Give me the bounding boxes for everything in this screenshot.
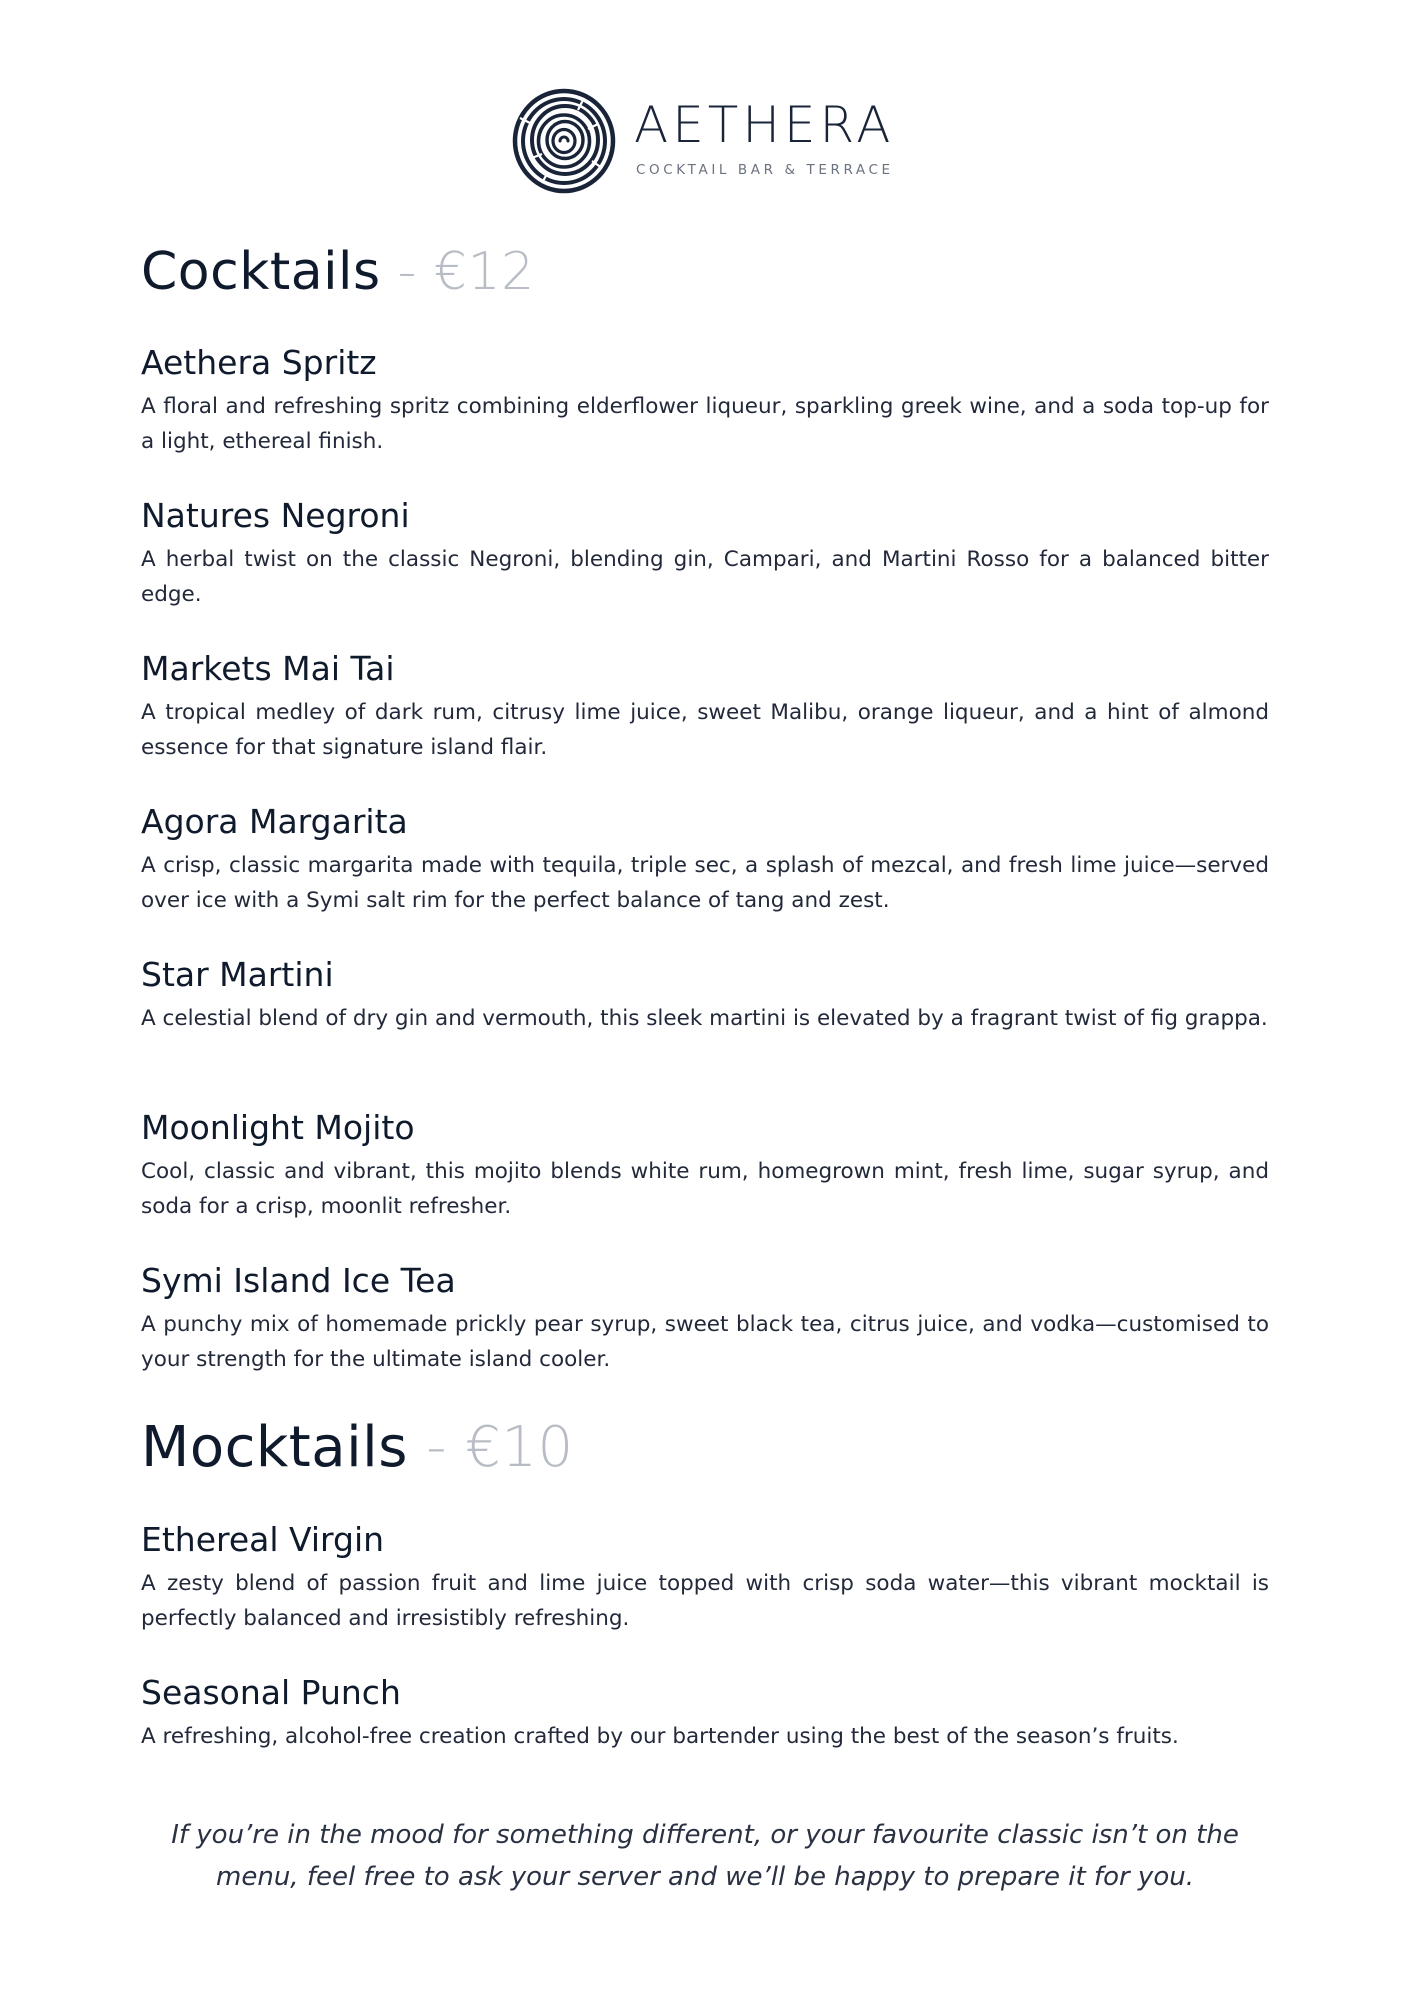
menu-item-name: Symi Island Ice Tea xyxy=(141,1261,456,1300)
section-separator: - xyxy=(397,242,417,302)
menu-item xyxy=(141,1675,1269,1754)
menu-item xyxy=(141,1522,1269,1636)
brand-header xyxy=(0,86,1409,196)
section-price: €12 xyxy=(433,242,535,302)
menu-item xyxy=(141,1263,1269,1377)
menu-item-description: A crisp, classic margarita made with tequila, triple sec, a splash of mezcal, and fresh lime juice—served over ice with a Symi salt rim for the perfect balance of tang and zest. xyxy=(141,853,1269,914)
menu-item-name: Natures Negroni xyxy=(141,496,410,535)
menu-item xyxy=(141,957,1269,1036)
menu-item-description: A floral and refreshing spritz combining elderflower liqueur, sparkling greek wine, and a soda top-up for a light, ethereal finish. xyxy=(141,394,1269,455)
section-price: €10 xyxy=(465,1415,574,1480)
menu-item-description: A refreshing, alcohol-free creation crafted by our bartender using the best of the season’s fruits. xyxy=(141,1724,1179,1750)
menu-item xyxy=(141,345,1269,459)
menu-item-description: A zesty blend of passion fruit and lime juice topped with crisp soda water—this vibrant mocktail is perfectly balanced and irresistibly refreshing. xyxy=(141,1571,1269,1632)
menu-item-name: Star Martini xyxy=(141,955,334,994)
menu-item-description: A herbal twist on the classic Negroni, blending gin, Campari, and Martini Rosso for a balanced bitter edge. xyxy=(141,547,1269,608)
section-title-mocktails xyxy=(141,1415,574,1480)
section-title-text: Cocktails xyxy=(141,242,381,302)
section-title-text: Mocktails xyxy=(141,1415,408,1480)
menu-item-name: Aethera Spritz xyxy=(141,343,377,382)
section-separator: - xyxy=(426,1415,447,1480)
menu-item xyxy=(141,1110,1269,1224)
menu-item-name: Ethereal Virgin xyxy=(141,1520,385,1559)
menu-item-name: Agora Margarita xyxy=(141,802,408,841)
brand-name: AETHERA xyxy=(634,96,895,154)
menu-item-name: Seasonal Punch xyxy=(141,1673,401,1712)
menu-item xyxy=(141,498,1269,612)
menu-item-name: Moonlight Mojito xyxy=(141,1108,415,1147)
menu-item-description: A punchy mix of homemade prickly pear syrup, sweet black tea, citrus juice, and vodka—customised to your strength for the ultimate island cooler. xyxy=(141,1312,1269,1373)
menu-item-description: A celestial blend of dry gin and vermouth, this sleek martini is elevated by a fragrant twist of fig grappa. xyxy=(141,1006,1268,1032)
section-title-cocktails xyxy=(141,242,535,302)
menu-item-name: Markets Mai Tai xyxy=(141,649,395,688)
spiral-logo-icon xyxy=(512,88,616,194)
menu-item-description: A tropical medley of dark rum, citrusy lime juice, sweet Malibu, orange liqueur, and a hint of almond essence for that signature island flair. xyxy=(141,700,1269,761)
brand-tagline: COCKTAIL BAR & TERRACE xyxy=(636,162,894,178)
menu-item xyxy=(141,651,1269,765)
menu-item xyxy=(141,804,1269,918)
menu-item-description: Cool, classic and vibrant, this mojito blends white rum, homegrown mint, fresh lime, sugar syrup, and soda for a crisp, moonlit refresher. xyxy=(141,1159,1269,1220)
footer-note: If you’re in the mood for something different, or your favourite classic isn’t on the menu, feel free to ask your server and we’ll be happy to prepare it for you. xyxy=(171,1820,1239,1892)
